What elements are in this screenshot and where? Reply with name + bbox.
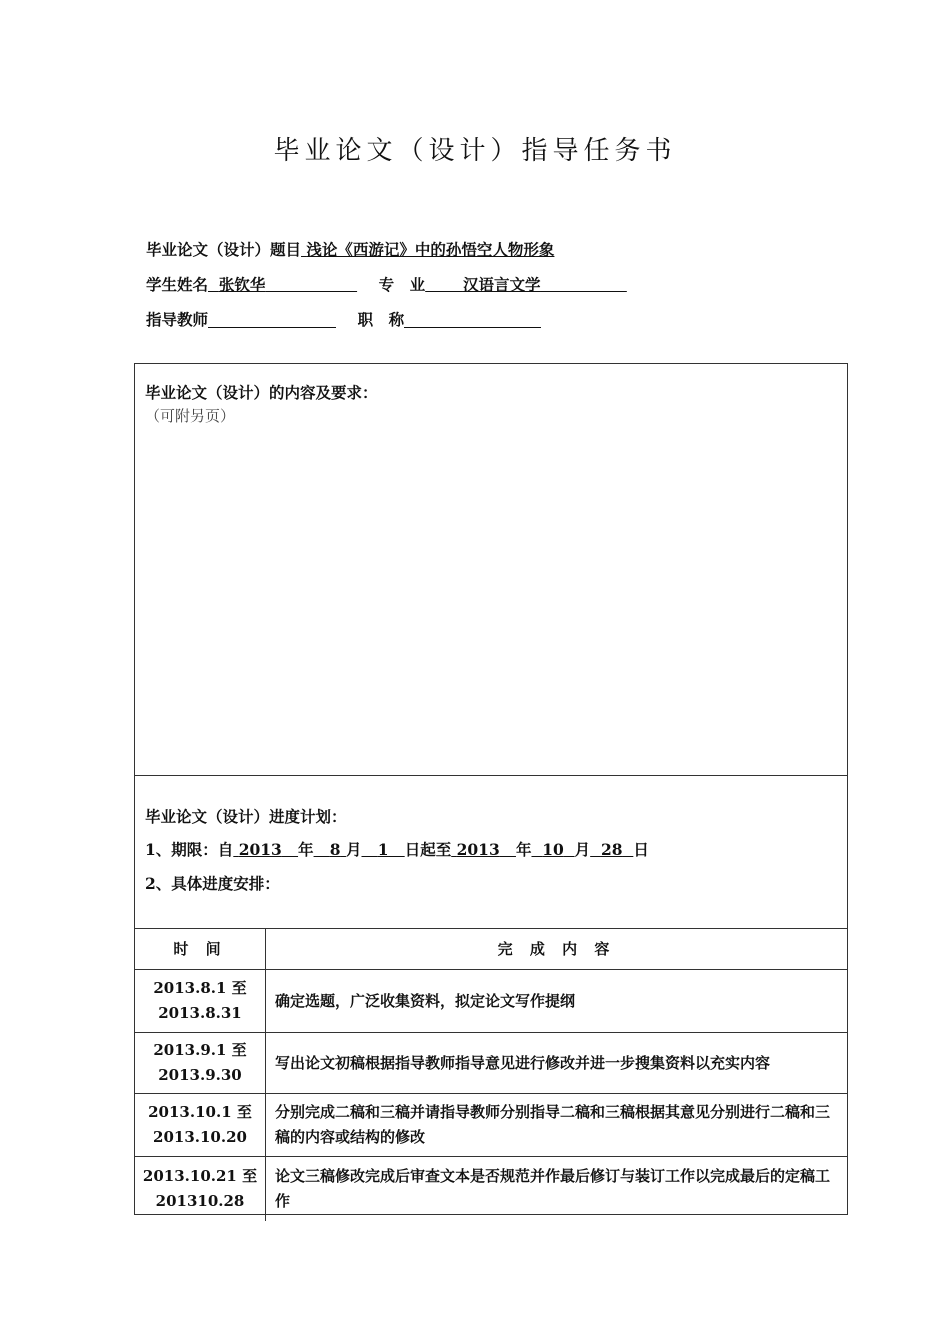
- table-row: [135, 970, 847, 1033]
- rank-label: 职 称: [357, 310, 405, 329]
- period-prefix: 1、期限：自: [145, 840, 234, 859]
- row-content: 写出论文初稿根据指导教师指导意见进行修改并进一步搜集资料以充实内容: [266, 1033, 848, 1094]
- content-section: [135, 364, 847, 776]
- topic-value: 浅论《西游记》中的孙悟空人物形象: [306, 240, 555, 259]
- topic-line: [146, 238, 554, 260]
- table-row: [135, 1033, 847, 1094]
- row-time: 2013.10.21 至 201310.28: [135, 1157, 266, 1222]
- major-value: 汉语言文学: [462, 275, 541, 294]
- topic-label: 毕业论文（设计）题目: [146, 240, 302, 259]
- student-line: [146, 273, 627, 295]
- month-label: 月: [574, 840, 591, 859]
- header-content: 完 成 内 容: [266, 929, 848, 970]
- end-year: 2013: [456, 840, 500, 859]
- row-content: 论文三稿修改完成后审查文本是否规范并作最后修订与装订工作以完成最后的定稿工作: [266, 1157, 848, 1222]
- major-label: 专 业: [378, 275, 426, 294]
- schedule-heading: 毕业论文（设计）进度计划：: [145, 807, 347, 826]
- row-time: 2013.10.1 至 2013.10.20: [135, 1094, 266, 1157]
- table-row: [135, 1094, 847, 1157]
- header-time: 时 间: [135, 929, 266, 970]
- student-label: 学生姓名: [146, 275, 209, 294]
- year-label: 年: [515, 840, 532, 859]
- task-form: [134, 363, 848, 1215]
- end-day: 28: [600, 840, 623, 859]
- day-label: 日: [633, 840, 649, 859]
- advisor-label: 指导教师: [146, 310, 209, 329]
- start-day: 1: [377, 840, 389, 859]
- advisor-value: [208, 311, 336, 328]
- advisor-line: [146, 308, 541, 330]
- row-content: 确定选题，广泛收集资料，拟定论文写作提纲: [266, 970, 848, 1033]
- row-time: 2013.8.1 至 2013.8.31: [135, 970, 266, 1033]
- rank-value: [404, 311, 541, 328]
- period-line: [145, 838, 649, 860]
- student-value: 张钦华: [218, 275, 266, 294]
- row-content: 分别完成二稿和三稿并请指导教师分别指导二稿和三稿根据其意见分别进行二稿和三稿的内容或结构的修改: [266, 1094, 848, 1157]
- start-month: 8: [329, 840, 341, 859]
- content-note: （可附另页）: [145, 407, 236, 425]
- schedule-section: [135, 776, 847, 929]
- month-label: 月: [345, 840, 362, 859]
- table-row: [135, 1157, 847, 1222]
- start-year: 2013: [238, 840, 282, 859]
- content-heading: 毕业论文（设计）的内容及要求：: [145, 383, 378, 402]
- end-month: 10: [542, 840, 564, 859]
- document-title: 毕业论文（设计）指导任务书: [273, 136, 677, 166]
- schedule-table: [135, 929, 847, 1221]
- table-header-row: [135, 929, 847, 970]
- arrangement-label: 2、具体进度安排：: [145, 874, 280, 893]
- from-to-label: 日起至: [404, 840, 452, 859]
- year-label: 年: [298, 840, 314, 859]
- row-time: 2013.9.1 至 2013.9.30: [135, 1033, 266, 1094]
